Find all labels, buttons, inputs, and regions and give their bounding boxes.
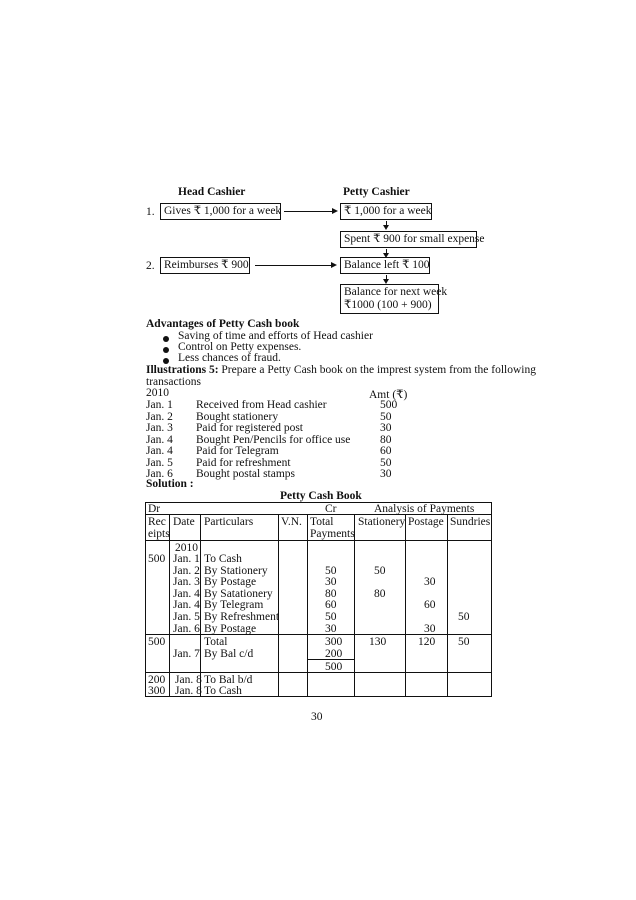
reimburse-box: Reimburses ₹ 900 — [160, 257, 250, 274]
transaction-date: Jan. 5 — [146, 456, 173, 469]
arrow-head — [331, 262, 337, 268]
total-payments: 300 — [325, 636, 343, 648]
balance-left-box: Balance left ₹ 100 — [340, 257, 430, 274]
arrow-head — [332, 208, 338, 214]
transaction-amt: 500 — [380, 399, 398, 411]
arrow-down-head — [383, 225, 389, 230]
illustration-year: 2010 — [146, 387, 169, 399]
spent-box: Spent ₹ 900 for small expense — [340, 231, 477, 248]
to-cash-receipts: 300 — [148, 685, 166, 697]
transaction-amt: 60 — [380, 445, 392, 457]
date-header: Date — [173, 516, 195, 528]
transaction-amt: 80 — [380, 433, 392, 446]
transaction-desc: Paid for refreshment — [196, 456, 291, 469]
entry-total: 50 — [325, 564, 337, 577]
to-cash-label: To Cash — [204, 685, 242, 697]
entry-total: 50 — [325, 611, 337, 623]
book-title: Petty Cash Book — [280, 490, 362, 502]
entry-postage: 60 — [424, 599, 436, 612]
table-rule — [145, 540, 492, 541]
next-week-line-1: Balance for next week — [344, 286, 448, 298]
entry-total: 60 — [325, 599, 337, 612]
head-cashier-label: Head Cashier — [178, 186, 246, 198]
table-rule — [307, 514, 308, 697]
gives-box: Gives ₹ 1,000 for a week — [160, 203, 281, 220]
entry-receipts: 500 — [148, 553, 166, 565]
transaction-desc: Bought Pen/Pencils for office use — [196, 433, 351, 446]
illustration-text-2: transactions — [146, 376, 201, 388]
receipts-header: Rec — [148, 516, 166, 528]
total-postage: 120 — [418, 636, 436, 648]
table-rule — [491, 502, 492, 697]
transaction-date: Jan. 2 — [146, 410, 173, 423]
transaction-date: Jan. 3 — [146, 422, 173, 434]
analysis-label: Analysis of Payments — [374, 503, 475, 515]
grand-total: 500 — [325, 661, 343, 673]
illustration-label: Illustrations 5: — [146, 364, 219, 376]
transaction-desc: Received from Head cashier — [196, 399, 327, 411]
book-year: 2010 — [175, 542, 198, 554]
cr-label: Cr — [325, 503, 337, 515]
bal-cd-label: By Bal c/d — [204, 648, 254, 660]
table-rule — [145, 672, 492, 673]
entry-total: 30 — [325, 622, 337, 635]
table-rule — [278, 634, 492, 635]
to-cash-date: Jan. 8 — [175, 685, 202, 697]
bullet-icon — [163, 336, 169, 342]
transaction-date: Jan. 4 — [146, 433, 173, 446]
table-rule — [405, 514, 406, 697]
solution-label: Solution : — [146, 478, 194, 490]
entry-particulars: By Stationery — [204, 564, 268, 577]
vn-header: V.N. — [281, 516, 302, 528]
next-week-box — [340, 284, 448, 314]
entry-date: Jan. 5 — [173, 611, 200, 623]
bullet-icon — [163, 347, 169, 353]
step-1-number: 1. — [146, 206, 155, 218]
next-week-line-2: ₹1000 (100 + 900) — [344, 299, 432, 311]
dr-label: Dr — [148, 503, 161, 515]
bal-bd-label: To Bal b/d — [204, 674, 253, 686]
bal-cd-amount: 200 — [325, 648, 343, 660]
particulars-header: Particulars — [204, 516, 254, 528]
entry-date: Jan. 3 — [173, 576, 200, 589]
table-rule — [145, 502, 146, 697]
entry-date: Jan. 4 — [173, 599, 200, 612]
entry-sundries: 50 — [458, 611, 470, 623]
total-sundries: 50 — [458, 636, 470, 648]
table-rule — [354, 514, 355, 697]
petty-cashier-label: Petty Cashier — [343, 186, 410, 198]
advantage-item: Control on Petty expenses. — [178, 341, 302, 353]
table-rule — [200, 514, 201, 697]
sundries-header: Sundries — [450, 516, 491, 528]
illustration-paragraph — [146, 364, 536, 376]
page-number: 30 — [311, 711, 323, 723]
entry-date: Jan. 1 — [173, 553, 200, 565]
transaction-amt: 30 — [380, 468, 392, 480]
table-rule — [169, 514, 170, 697]
entry-particulars: By Telegram — [204, 599, 264, 612]
advantage-item: Saving of time and efforts of Head cashier — [178, 330, 373, 342]
entry-date: Jan. 2 — [173, 564, 200, 577]
entry-particulars: By Postage — [204, 622, 257, 635]
entry-stationery: 80 — [374, 587, 386, 600]
total-header: Total — [310, 516, 334, 528]
entry-particulars: By Refreshment — [204, 611, 280, 623]
total-header-2: Payments — [310, 528, 355, 540]
total-label: Total — [204, 636, 228, 648]
stationery-header: Stationery — [358, 516, 406, 528]
transaction-date: Jan. 1 — [146, 399, 173, 411]
step-2-number: 2. — [146, 260, 155, 272]
amount-header: Amt (₹) — [369, 389, 408, 401]
arrow-right — [255, 265, 332, 266]
illustration-text: Prepare a Petty Cash book on the imprest system from the following — [221, 364, 537, 376]
postage-header: Postage — [408, 516, 444, 528]
entry-date: Jan. 6 — [173, 622, 200, 635]
receive-box: ₹ 1,000 for a week — [340, 203, 432, 220]
advantage-item: Less chances of fraud. — [178, 352, 281, 364]
total-receipts: 500 — [148, 636, 166, 648]
arrow-right — [284, 211, 333, 212]
bal-bd-receipts: 200 — [148, 674, 166, 686]
table-rule — [447, 514, 448, 697]
entry-postage: 30 — [424, 576, 436, 589]
transaction-amt: 30 — [380, 422, 392, 434]
entry-particulars: By Satationery — [204, 587, 273, 600]
entry-postage: 30 — [424, 622, 436, 635]
transaction-desc: Bought postal stamps — [196, 468, 296, 480]
entry-total: 30 — [325, 576, 337, 589]
transaction-amt: 50 — [380, 456, 392, 469]
bal-cd-date: Jan. 7 — [173, 648, 200, 660]
entry-stationery: 50 — [374, 564, 386, 577]
table-rule — [278, 514, 279, 697]
transaction-desc: Paid for registered post — [196, 422, 303, 434]
transaction-amt: 50 — [380, 410, 392, 423]
transaction-date: Jan. 4 — [146, 445, 173, 457]
transaction-date: Jan. 6 — [146, 468, 173, 480]
entry-date: Jan. 4 — [173, 587, 200, 600]
entry-particulars: To Cash — [204, 553, 242, 565]
bal-bd-date: Jan. 8 — [175, 674, 202, 686]
advantages-heading: Advantages of Petty Cash book — [146, 318, 300, 330]
entry-particulars: By Postage — [204, 576, 257, 589]
transaction-desc: Paid for Telegram — [196, 445, 279, 457]
entry-total: 80 — [325, 587, 337, 600]
transaction-desc: Bought stationery — [196, 410, 279, 423]
total-stationery: 130 — [369, 636, 387, 648]
receipts-header-2: eipts — [148, 528, 170, 540]
